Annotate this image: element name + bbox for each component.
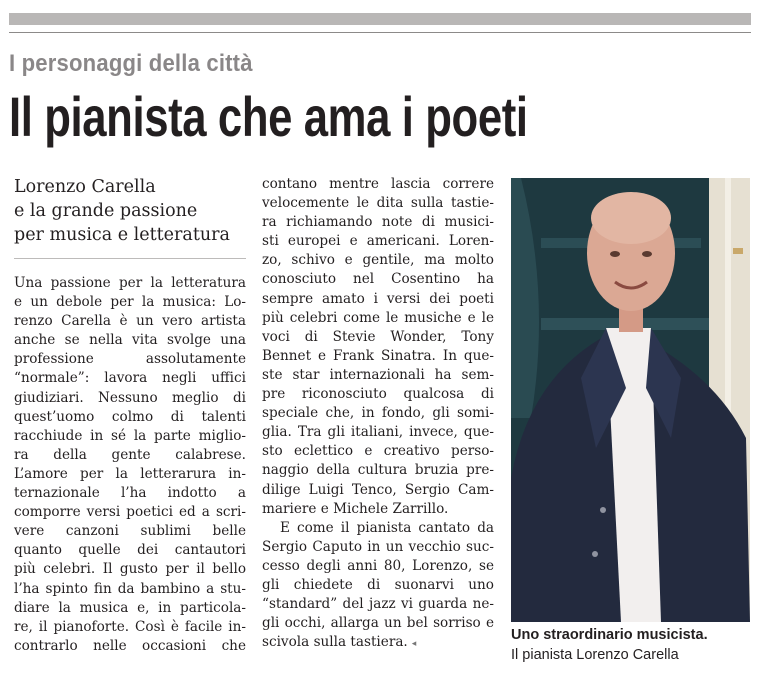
text-line: scivola sulla tastiera. ◂ (262, 634, 417, 651)
text-line: contano mentre lascia correre (262, 176, 494, 192)
text-line: quest’uomo colmo di talenti (14, 408, 246, 425)
headline: Il pianista che ama i poeti (9, 85, 528, 148)
text-line: anche se nella vita svolge una (14, 332, 246, 349)
subhead-line: Lorenzo Carella (14, 177, 156, 197)
text-line: giudiziari. Nessuno meglio di (14, 389, 246, 406)
text-line: naggio della cultura bruzia pre- (262, 462, 494, 479)
text-line: racchiude in sé la parte miglio- (14, 427, 246, 444)
text-line: mariere e Michele Zarrillo. (262, 500, 449, 517)
text-line: ra della gente calabrese. (14, 446, 246, 463)
text-line: glia. Tra gli italiani, invece, que- (262, 424, 494, 441)
text-line: più celebri. Il gusto per il bello (14, 561, 246, 578)
text-line: Sergio Caputo in un vecchio suc- (262, 538, 494, 555)
text-line: sempre amato i versi dei poeti (262, 290, 494, 307)
text-line: zo, schivo e gentile, ma molto (262, 252, 494, 269)
text-line: gli occhi, allarga un bel sorriso e (262, 615, 494, 632)
text-line: quanto quelle dei cantautori (14, 542, 246, 559)
text-line: E come il pianista cantato da (280, 519, 494, 536)
text-line: sto eclettico e creativo perso- (262, 443, 494, 460)
text-line: Una passione per la letteratura (14, 275, 246, 291)
text-line: contrarlo nelle occasioni che (14, 637, 246, 654)
portrait-illustration (511, 178, 750, 622)
text-line: sti europei e americani. Loren- (262, 233, 494, 250)
text-line: diare la musica e, in particola- (14, 599, 246, 616)
subhead-divider (14, 258, 246, 259)
text-line: più celebri come le musiche e le (262, 309, 494, 326)
text-line: renzo Carella è un vero artista (14, 313, 246, 330)
text-line: dilige Luigi Tenco, Sergio Cam- (262, 481, 494, 498)
section-kicker: I personaggi della città (9, 50, 253, 77)
text-line: ternazionale l’ha indotto a (14, 485, 246, 502)
text-line: cesso degli anni 80, Lorenzo, se (262, 557, 494, 574)
subhead-line: per musica e letteratura (14, 225, 230, 245)
photo-caption-text: Il pianista Lorenzo Carella (511, 647, 679, 663)
body-column-1 (14, 274, 246, 656)
text-line: gli chiedete di suonarvi uno (262, 576, 494, 593)
text-line: conosciuto nel Cosentino ha (262, 271, 494, 288)
text-line: speciale che, in fondo, gli somi- (262, 405, 494, 422)
text-line: l’ha spinto fin da bambino a stu- (14, 580, 246, 597)
text-line: Bennet e Frank Sinatra. In que- (262, 347, 494, 364)
text-line: re, il pianoforte. Così è facile in- (14, 618, 246, 635)
text-line: L’amore per la letterarura in- (14, 465, 246, 482)
text-line: “standard” del jazz vi guarda ne- (262, 596, 494, 613)
top-divider (9, 32, 751, 33)
end-of-article-icon: ◂ (411, 639, 417, 650)
body-column-2 (262, 175, 494, 654)
text-line: ste star internazionali ha sem- (262, 366, 494, 383)
text-line: professione assolutamente (14, 351, 246, 368)
text-line: ra richiamando note di musici- (262, 214, 494, 231)
top-header-bar (9, 13, 751, 25)
text-line: pre riconosciuto qualcosa di (262, 386, 494, 403)
photo-caption-title: Uno straordinario musicista. (511, 627, 708, 643)
text-line: “normale”: lavora negli uffici (14, 370, 246, 387)
subheadline (14, 175, 250, 247)
text-line: velocemente le dita sulla tastie- (262, 195, 494, 212)
subhead-line: e la grande passione (14, 201, 198, 221)
portrait-photo (511, 178, 750, 622)
text-line: voci di Stevie Wonder, Tony (262, 328, 494, 345)
text-line: e un debole per la musica: Lo- (14, 294, 246, 311)
text-line: comporre versi poetici ed a scri- (14, 504, 246, 521)
text-line: vere canzoni sublimi belle (14, 523, 246, 540)
